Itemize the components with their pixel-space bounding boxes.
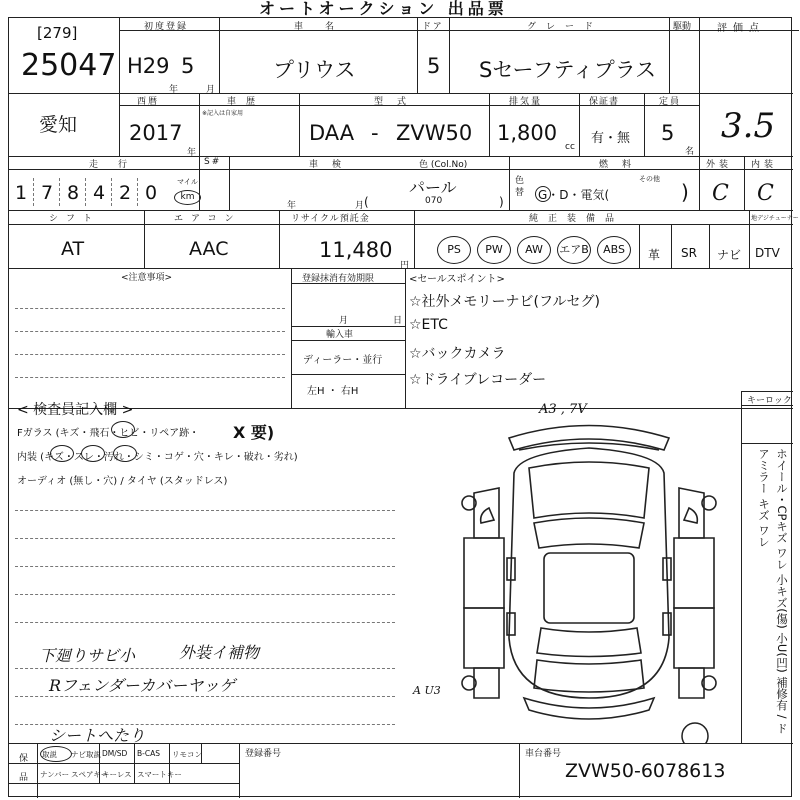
reg-number-header: 登録番号 (245, 749, 282, 759)
mileage-unit-km: km (174, 190, 201, 205)
exterior-value: C (712, 181, 729, 206)
color-paren-open: ( (364, 195, 369, 209)
inspector-glass: Fガラス (キズ・飛石・ヒビ・リペア跡・ (17, 428, 200, 439)
import-steer: 左H ・ 右H (307, 386, 359, 397)
recycle-header: リサイクル預託金 (291, 214, 370, 224)
chassis-header: 車台番号 (525, 749, 562, 759)
doors-value: 5 (427, 54, 441, 78)
page-header: オートオークション 出品票 (259, 0, 508, 18)
fuel-close: ) (681, 180, 689, 204)
equipment-tuner-header: 地デジチューナー (751, 215, 799, 222)
capacity-value: 5 (661, 121, 675, 145)
car-name-header: 車名 (294, 22, 357, 32)
shaken-header: 車検 (309, 160, 356, 170)
interior-dirt-circle (113, 445, 137, 462)
first-reg-header: 初度登録 (144, 22, 189, 32)
mileage-digit: 4 (93, 182, 106, 204)
mileage-unit-mile: マイル (177, 178, 198, 186)
registration-header: 登録抹消有効期限 (302, 274, 375, 284)
recycle-value: 11,480 (319, 238, 393, 262)
hand-note-3: Rフェンダーカバーヤッゲ (49, 676, 236, 695)
bottom-label-bot: 品 (19, 773, 29, 783)
bottom-item: 取説 (42, 750, 57, 759)
capacity-header: 定員 (659, 97, 682, 107)
bottom-item: キーレス (102, 770, 132, 779)
mileage-digit: 2 (119, 182, 132, 204)
score-value: 3.5 (721, 106, 776, 146)
drive-header: 駆動 (673, 22, 692, 32)
displacement-header: 排気量 (509, 97, 543, 107)
model-header: 型式 (374, 97, 421, 107)
color-header: 色 (Col.No) (419, 160, 468, 170)
registration-day: 日 (393, 316, 403, 326)
diagram-mark-left: A U3 (413, 684, 441, 697)
import-dealer: ディーラー・並行 (303, 355, 383, 366)
interior-value: C (757, 181, 774, 206)
equipment-item: エアB (557, 236, 591, 264)
fuel-other: その他 (639, 175, 660, 183)
fuel-header: 燃料 (599, 160, 646, 170)
mileage-digit: 1 (15, 182, 28, 204)
first-reg-month-unit: 月 (206, 85, 216, 95)
first-reg-year-unit: 年 (169, 85, 179, 95)
western-year-header: 西暦 (137, 97, 160, 107)
inspector-header: < 検査員記入欄 > (17, 402, 134, 418)
model-prefix: DAA (309, 121, 355, 145)
sales-point-3: ☆バックカメラ (409, 346, 506, 362)
warranty-header: 保証書 (589, 97, 620, 107)
shaken-month: 月 (355, 201, 365, 211)
equipment-leather: 革 (648, 248, 661, 262)
lot-number: 25047 (21, 48, 117, 83)
hand-note-4: シートへたり (49, 726, 146, 745)
model-dash: - (371, 121, 379, 145)
hand-note-1: 下廻りサビ小 (39, 646, 136, 665)
mileage-digit: 0 (145, 182, 158, 204)
color-paren-close: ) (499, 195, 504, 209)
color-name: パール (409, 178, 457, 197)
color-repaint: 色替 (515, 176, 525, 198)
bottom-item: スマートキー (137, 770, 182, 779)
bottom-item: ナンバー (40, 770, 70, 779)
inspector-glass-x: X 要) (233, 423, 275, 442)
bottom-item: B-CAS (137, 749, 160, 758)
capacity-unit: 名 (685, 147, 695, 157)
exterior-header: 外装 (706, 160, 733, 170)
first-reg-month: 5 (181, 54, 195, 78)
displacement-unit: cc (565, 142, 575, 152)
bottom-item: ナビ取説 (71, 750, 101, 759)
sales-points-header: <セールスポイント> (409, 274, 505, 285)
history-header: 車歴 (227, 97, 266, 107)
western-year-unit: 年 (187, 148, 197, 158)
vertical-legend: ホイール・CPキズ ワレ 小キズ(傷) 小U(凹) 補修有 / ドアミラー キズ ワレ (757, 448, 789, 734)
import-header: 輸入車 (326, 330, 354, 340)
shift-header: シフト (49, 214, 101, 224)
inspector-interior: 内装 (キズ・スレ・汚れ・シミ・コゲ・穴・キレ・破れ・劣れ) (17, 452, 298, 463)
auction-sheet (8, 0, 799, 797)
keyless-header: キーロック (747, 396, 792, 406)
shaken-sharp: S# (204, 157, 222, 167)
registration-month: 月 (339, 316, 349, 326)
grade-header: グレード (527, 22, 604, 32)
aircon-header: エアコン (174, 214, 242, 224)
model-code: ZVW50 (396, 121, 473, 145)
notes-header: <注意事項> (121, 273, 173, 283)
history-sub: ※記入は自家用 (202, 110, 244, 117)
glass-chip-circle (111, 421, 135, 438)
region: 愛知 (39, 114, 78, 136)
equipment-sr: SR (681, 246, 697, 260)
displacement-value: 1,800 (497, 121, 558, 145)
color-code: 070 (425, 196, 443, 206)
interior-scratch-circle (50, 445, 74, 462)
equipment-item: ABS (597, 236, 631, 264)
lot-bracket: [279] (37, 24, 78, 42)
bottom-label-top: 保 (19, 754, 29, 764)
recycle-unit: 円 (400, 261, 410, 271)
aircon-value: AAC (189, 238, 229, 260)
warranty-value: 有・無 (591, 131, 631, 146)
chassis-number: ZVW50-6078613 (565, 760, 726, 782)
sales-point-1: ☆社外メモリーナビ(フルセグ) (409, 294, 600, 310)
inspector-audio: オーディオ (無し・穴) / タイヤ (スタッドレス) (17, 476, 228, 487)
hand-note-2: 外装イ補物 (179, 643, 260, 662)
car-name: プリウス (273, 58, 356, 82)
sales-point-4: ☆ドライブレコーダー (409, 372, 547, 388)
mileage-header: 走行 (89, 160, 148, 170)
bottom-item: DM/SD (102, 749, 128, 758)
equipment-item: PS (437, 236, 471, 264)
equipment-navi: ナビ (717, 248, 742, 262)
shaken-year: 年 (287, 201, 297, 211)
equipment-header: 純正装備品 (529, 214, 625, 224)
car-diagram (449, 398, 729, 743)
first-reg-era: H29 (127, 54, 170, 78)
bottom-item: スペアキー (71, 770, 109, 779)
mileage-digit: 7 (41, 182, 54, 204)
sales-point-2: ☆ETC (409, 317, 448, 333)
diagram-mark-top: A3 , 7V (539, 402, 587, 417)
equipment-item: AW (517, 236, 551, 264)
shift-value: AT (61, 238, 85, 260)
interior-header: 内装 (751, 160, 778, 170)
equipment-item: PW (477, 236, 511, 264)
interior-wear-circle (81, 445, 105, 462)
western-year-value: 2017 (129, 121, 183, 145)
mileage-digit: 8 (67, 182, 80, 204)
score-header: 評価点 (717, 23, 765, 34)
grade-value: Sセーフティプラス (479, 58, 657, 82)
equipment-dtv: DTV (755, 246, 780, 260)
fuel-options: G・D・電気( (538, 188, 610, 202)
bottom-item: リモコン (172, 750, 202, 759)
doors-header: ドア (422, 22, 444, 32)
